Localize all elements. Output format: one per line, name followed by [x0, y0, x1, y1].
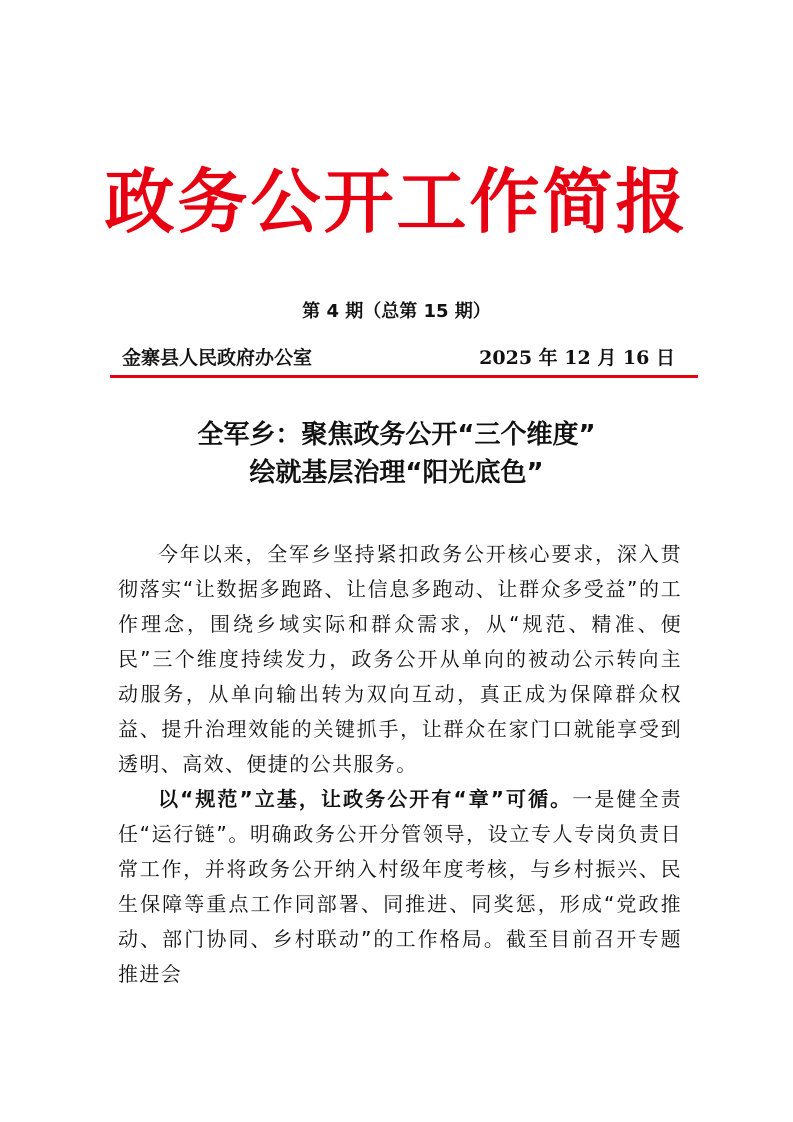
bulletin-masthead-title: 政务公开工作简报 — [104, 161, 689, 243]
issuing-organization: 金寨县人民政府办公室 — [122, 347, 313, 369]
article-headline-line-2: 绘就基层治理“阳光底色” — [249, 458, 544, 488]
body-paragraph: 今年以来，全军乡坚持紧扣政务公开核心要求，深入贯彻落实“让数据多跑路、让信息多跑动、让群众多受益”的工作理念，围绕乡域实际和群众需求，从“规范、精准、便民”三个维度持续发力，政务公开从单向的被动公示转向主动服务，从单向输出转为双向互动，真正成为保障群众权益、提升治理效能的关键抓手，让群众在家门口就能享受到透明、高效、便捷的公共服务。 — [118, 542, 682, 776]
section-lead-text: 以“规范”立基，让政务公开有“章”可循。 — [158, 787, 573, 811]
article-headline-line-1: 全军乡：聚焦政务公开“三个维度” — [197, 420, 596, 450]
article-body — [118, 537, 682, 992]
red-divider-rule — [110, 375, 698, 378]
issue-number: 第 4 期（总第 15 期） — [302, 301, 491, 322]
body-paragraph — [118, 782, 682, 992]
section-body-text: 一是健全责任“运行链”。明确政务公开分管领导，设立专人专岗负责日常工作，并将政务公开纳入村级年度考核，与乡村振兴、民生保障等重点工作同部署、同推进、同奖惩，形成“党政推动、部门协同、乡村联动”的工作格局。截至目前召开专题推进会 — [118, 787, 683, 986]
issue-date: 2025 年 12 月 16 日 — [479, 347, 675, 369]
